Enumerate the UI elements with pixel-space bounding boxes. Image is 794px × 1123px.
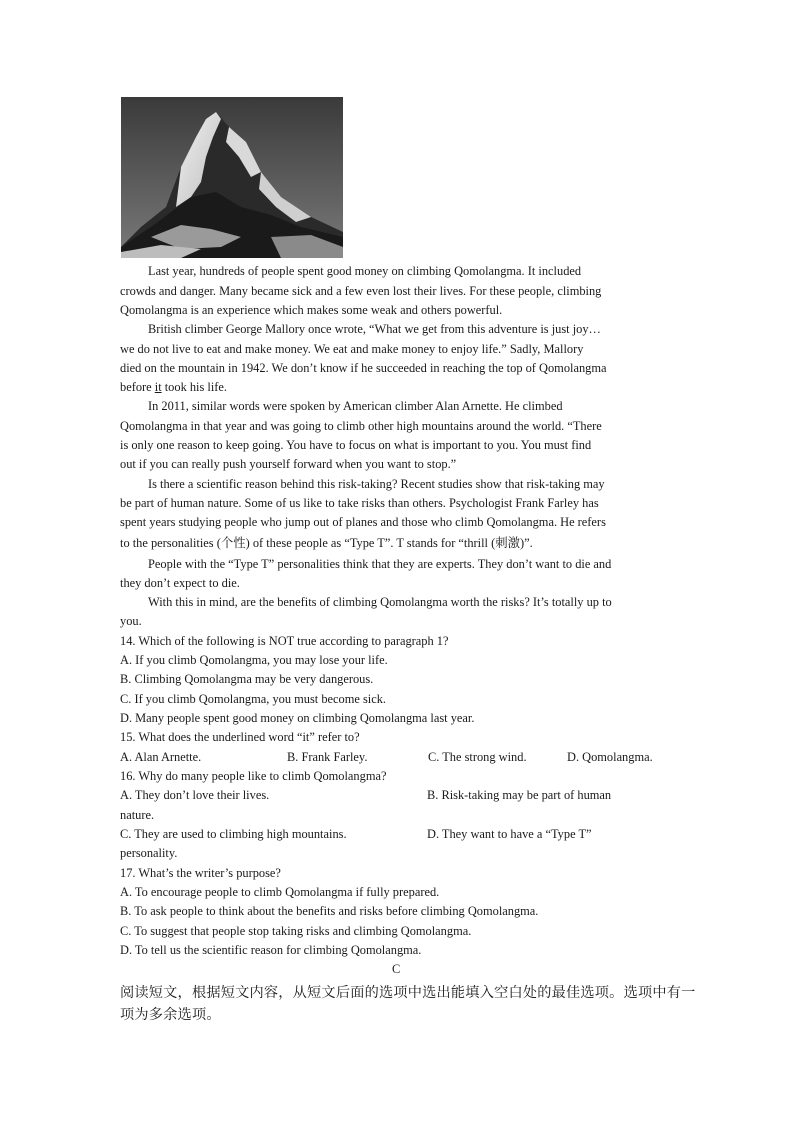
paragraph-4-line: to the personalities (个性) of these people as “Type T”. T stands for “thrill (刺激)”. (120, 536, 533, 550)
paragraph-3-line: out if you can really push yourself forward when you want to stop.” (120, 457, 457, 471)
paragraph-6-line: you. (120, 614, 142, 628)
question-15-option-d: D. Qomolangma. (567, 750, 653, 764)
question-14-option-b: B. Climbing Qomolangma may be very dangerous. (120, 672, 374, 686)
question-16-option-b-cont: nature. (120, 808, 155, 822)
question-16-stem: 16. Why do many people like to climb Qomolangma? (120, 769, 387, 783)
question-14-stem: 14. Which of the following is NOT true according to paragraph 1? (120, 634, 449, 648)
section-c-instructions-line: 项为多余选项。 (120, 1007, 221, 1023)
paragraph-3-line: In 2011, similar words were spoken by American climber Alan Arnette. He climbed (148, 399, 563, 413)
question-16-option-d: D. They want to have a “Type T” (427, 827, 592, 841)
question-15-option-c: C. The strong wind. (428, 750, 527, 764)
paragraph-5-line: People with the “Type T” personalities think that they are experts. They don’t want to die and (148, 557, 612, 571)
question-14-option-a: A. If you climb Qomolangma, you may lose your life. (120, 653, 388, 667)
paragraph-3-line: is only one reason to keep going. You have to focus on what is important to you. You must find (120, 438, 592, 452)
question-14-option-d: D. Many people spent good money on climbing Qomolangma last year. (120, 711, 475, 725)
underlined-word: it (154, 380, 162, 394)
paragraph-2-line: died on the mountain in 1942. We don’t know if he succeeded in reaching the top of Qomolangma (120, 361, 607, 375)
paragraph-3-line: Qomolangma in that year and was going to climb other high mountains around the world. “There (120, 419, 602, 433)
question-15-option-b: B. Frank Farley. (287, 750, 368, 764)
paragraph-4-line: Is there a scientific reason behind this risk-taking? Recent studies show that risk-taking may (148, 477, 605, 491)
section-c-instructions-line: 阅读短文，根据短文内容，从短文后面的选项中选出能填入空白处的最佳选项。选项中有一 (120, 985, 696, 1001)
paragraph-2-line: we do not live to eat and make money. We eat and make money to enjoy life.” Sadly, Mallory (120, 342, 584, 356)
paragraph-2-line (120, 378, 227, 397)
paragraph-1-line: Last year, hundreds of people spent good money on climbing Qomolangma. It included (148, 264, 582, 278)
question-16-option-b: B. Risk-taking may be part of human (427, 788, 612, 802)
text-span: took his life. (161, 380, 228, 394)
question-14-option-c: C. If you climb Qomolangma, you must become sick. (120, 692, 387, 706)
question-16-option-d-cont: personality. (120, 846, 178, 860)
question-17-option-a: A. To encourage people to climb Qomolangma if fully prepared. (120, 885, 440, 899)
question-16-option-a: A. They don’t love their lives. (120, 788, 270, 802)
paragraph-1-line: crowds and danger. Many became sick and a few even lost their lives. For these people, climbing (120, 284, 602, 298)
question-15-stem: 15. What does the underlined word “it” refer to? (120, 730, 360, 744)
question-15-option-a: A. Alan Arnette. (120, 750, 202, 764)
question-16-option-c: C. They are used to climbing high mountains. (120, 827, 347, 841)
paragraph-4-line: spent years studying people who jump out of planes and those who climb Qomolangma. He refers (120, 515, 606, 529)
paragraph-2-line: British climber George Mallory once wrote, “What we get from this adventure is just joy… (148, 322, 601, 336)
question-17-stem: 17. What’s the writer’s purpose? (120, 866, 281, 880)
paragraph-6-line: With this in mind, are the benefits of climbing Qomolangma worth the risks? It’s totally up to (148, 595, 612, 609)
paragraph-5-line: they don’t expect to die. (120, 576, 240, 590)
paragraph-4-line: be part of human nature. Some of us like to take risks than others. Psychologist Frank Farley has (120, 496, 599, 510)
question-17-option-c: C. To suggest that people stop taking risks and climbing Qomolangma. (120, 924, 472, 938)
section-c-label: C (392, 962, 401, 976)
text-span: before (120, 380, 155, 394)
paragraph-1-line: Qomolangma is an experience which makes some weak and others powerful. (120, 303, 503, 317)
question-17-option-b: B. To ask people to think about the benefits and risks before climbing Qomolangma. (120, 904, 539, 918)
mountain-photo (121, 97, 343, 258)
question-17-option-d: D. To tell us the scientific reason for climbing Qomolangma. (120, 943, 422, 957)
